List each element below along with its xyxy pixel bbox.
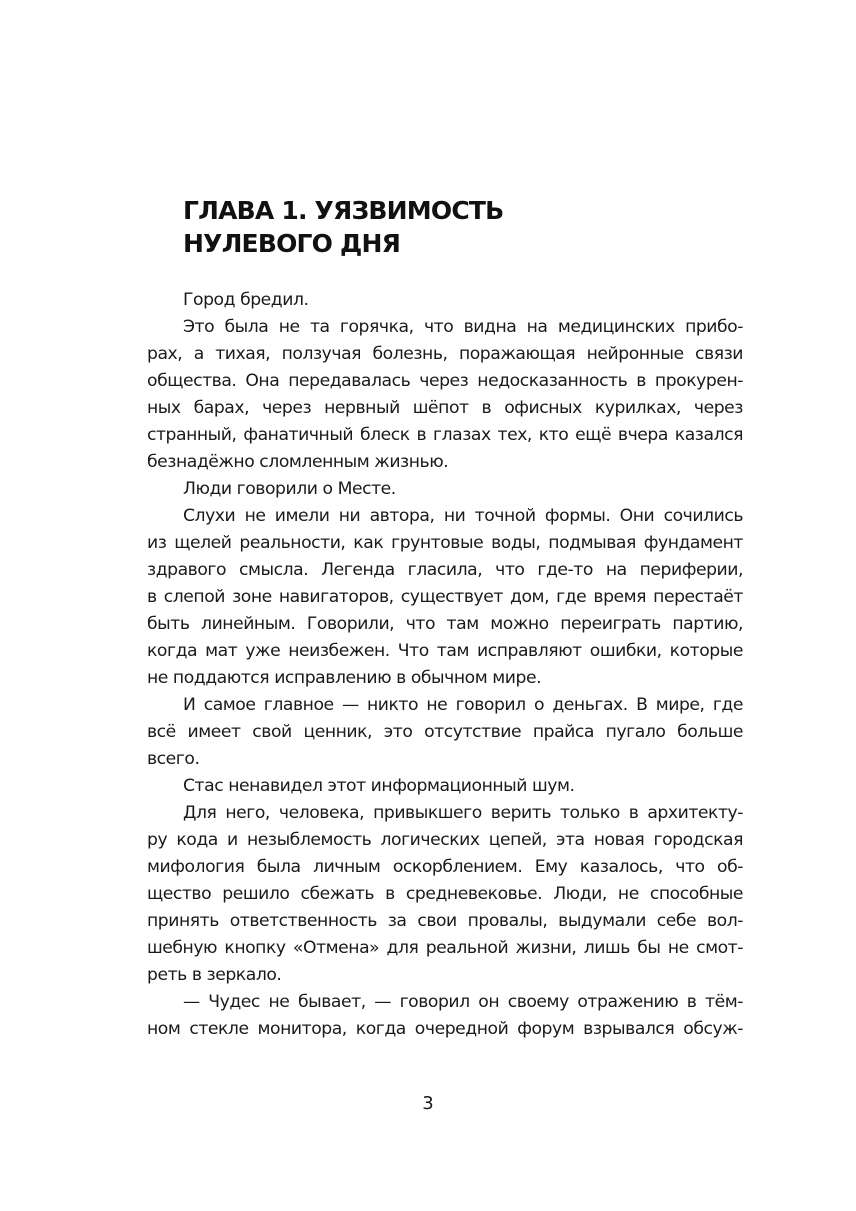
text-line: щество решило сбежать в средневековье. Люди, не способные: [147, 884, 743, 904]
text-line: Слухи не имели ни автора, ни точной формы. Они сочились: [183, 506, 743, 526]
text-line: ном стекле монитора, когда очередной форум взрывался обсуж-: [147, 1019, 743, 1039]
chapter-title: [183, 194, 743, 260]
chapter-title-line-1: ГЛАВА 1. УЯЗВИМОСТЬ: [183, 196, 504, 225]
text-line: мифология была личным оскорблением. Ему казалось, что об-: [147, 857, 743, 877]
text-line: странный, фанатичный блеск в глазах тех, кто ещё вчера казался: [147, 425, 743, 445]
text-line: в слепой зоне навигаторов, существует дом, где время перестаёт: [147, 587, 743, 607]
text-line: когда мат уже неизбежен. Что там исправляют ошибки, которые: [147, 641, 743, 661]
text-line: принять ответственность за свои провалы, выдумали себе вол-: [147, 911, 743, 931]
page-number: 3: [422, 1093, 434, 1114]
text-line: общества. Она передавалась через недосказанность в прокурен-: [147, 371, 743, 391]
text-line: быть линейным. Говорили, что там можно переиграть партию,: [147, 614, 743, 634]
text-line: Город бредил.: [183, 290, 309, 310]
text-line: не поддаются исправлению в обычном мире.: [147, 668, 542, 688]
text-line: Люди говорили о Месте.: [183, 479, 396, 499]
text-line: всё имеет свой ценник, это отсутствие прайса пугало больше: [147, 722, 743, 742]
text-line: Это была не та горячка, что видна на медицинских прибо-: [183, 317, 743, 337]
text-line: безнадёжно сломленным жизнью.: [147, 452, 449, 472]
text-line: шебную кнопку «Отмена» для реальной жизни, лишь бы не смот-: [147, 938, 743, 958]
text-line: рах, а тихая, ползучая болезнь, поражающая нейронные связи: [147, 344, 743, 364]
chapter-title-line-2: НУЛЕВОГО ДНЯ: [183, 229, 401, 258]
text-line: Для него, человека, привыкшего верить только в архитекту-: [183, 803, 743, 823]
text-line: реть в зеркало.: [147, 965, 282, 985]
text-line: здравого смысла. Легенда гласила, что где-то на периферии,: [147, 560, 743, 580]
text-line: ных барах, через нервный шёпот в офисных курилках, через: [147, 398, 743, 418]
text-line: ру кода и незыблемость логических цепей, эта новая городская: [147, 830, 743, 850]
text-line: — Чудес не бывает, — говорил он своему отражению в тём-: [183, 992, 743, 1012]
text-line: Стас ненавидел этот информационный шум.: [183, 776, 575, 796]
text-line: И самое главное — никто не говорил о деньгах. В мире, где: [183, 695, 743, 715]
text-line: из щелей реальности, как грунтовые воды, подмывая фундамент: [147, 533, 743, 553]
chapter-body-text: [147, 287, 743, 1043]
text-line: всего.: [147, 749, 200, 769]
